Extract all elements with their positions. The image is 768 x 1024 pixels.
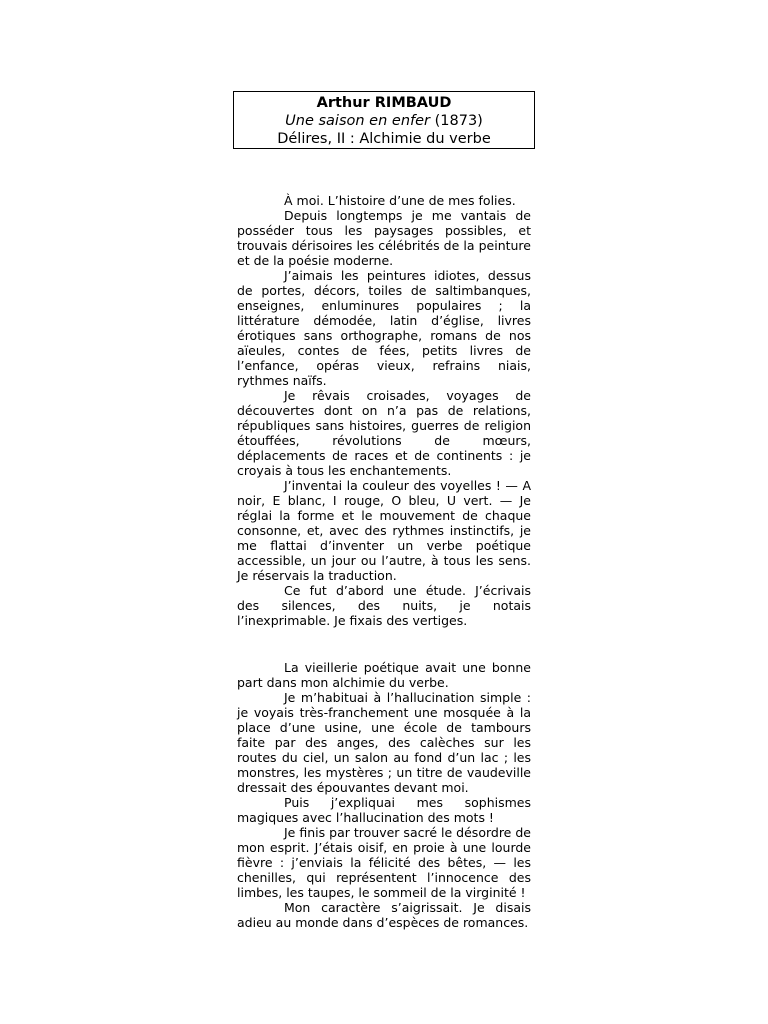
paragraph: Mon caractère s’aigrissait. Je disais adieu au monde dans d’espèces de romances.: [237, 900, 531, 930]
work-line: [234, 112, 534, 130]
paragraph: Puis j’expliquai mes sophismes magiques avec l’hallucination des mots !: [237, 795, 531, 825]
author-name: Arthur RIMBAUD: [316, 95, 452, 111]
paragraph: Je rêvais croisades, voyages de découvertes dont on n’a pas de relations, républiques sans histoires, guerres de religion étouffées, révolutions de mœurs, déplacements de races et de continents : je croyais à tous les enchantements.: [237, 388, 531, 478]
paragraph: Depuis longtemps je me vantais de posséder tous les paysages possibles, et trouvais dérisoires les célébrités de la peinture et de la poésie moderne.: [237, 208, 531, 268]
section-title: Délires, II : Alchimie du verbe: [277, 131, 491, 147]
text-part-1: [237, 193, 531, 628]
paragraph: À moi. L’histoire d’une de mes folies.: [284, 193, 516, 208]
title-box: [233, 91, 535, 149]
paragraph: Ce fut d’abord une étude. J’écrivais des silences, des nuits, je notais l’inexprimable. Je fixais des vertiges.: [237, 583, 531, 628]
paragraph: J’inventai la couleur des voyelles ! — A noir, E blanc, I rouge, O bleu, U vert. — Je réglai la forme et le mouvement de chaque consonne, et, avec des rythmes instinctifs, je me flattai d’inventer un verbe poétique accessible, un jour ou l’autre, à tous les sens. Je réservais la traduction.: [237, 478, 531, 583]
paragraph: La vieillerie poétique avait une bonne part dans mon alchimie du verbe.: [237, 660, 531, 690]
paragraph: J’aimais les peintures idiotes, dessus de portes, décors, toiles de saltimbanques, enseignes, enluminures populaires ; la littérature démodée, latin d’église, livres érotiques sans orthographe, romans de nos aïeules, contes de fées, petits livres de l’enfance, opéras vieux, refrains niais, rythmes naïfs.: [237, 268, 531, 388]
text-part-2: [237, 660, 531, 930]
paragraph: Je finis par trouver sacré le désordre de mon esprit. J’étais oisif, en proie à une lourde fièvre : j’enviais la félicité des bêtes, — les chenilles, qui représentent l’innocence des limbes, les taupes, le sommeil de la virginité !: [237, 825, 531, 900]
paragraph: Je m’habituai à l’hallucination simple : je voyais très-franchement une mosquée à la place d’une usine, une école de tambours faite par des anges, des calèches sur les routes du ciel, un salon au fond d’un lac ; les monstres, les mystères ; un titre de vaudeville dressait des épouvantes devant moi.: [237, 690, 531, 795]
work-year: (1873): [430, 113, 483, 129]
work-title: Une saison en enfer: [285, 113, 431, 129]
